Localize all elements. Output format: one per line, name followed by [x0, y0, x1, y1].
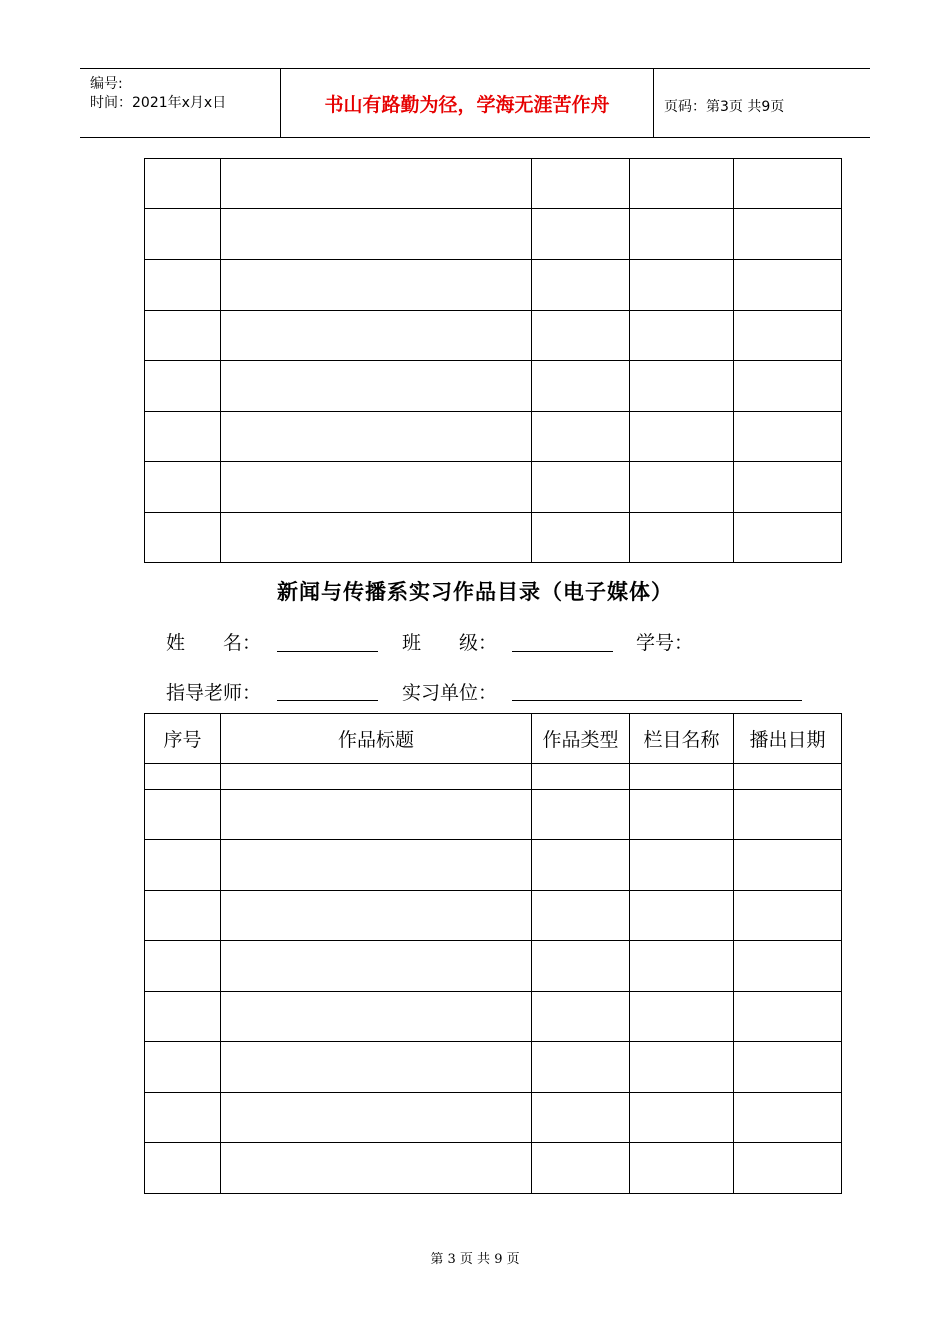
header-motto: 书山有路勤为径，学海无涯苦作舟	[281, 69, 654, 137]
table-cell[interactable]	[145, 1143, 221, 1194]
table-cell[interactable]	[221, 462, 532, 513]
table-cell[interactable]	[630, 260, 734, 311]
table-cell[interactable]	[221, 260, 532, 311]
table-cell[interactable]	[630, 790, 734, 840]
table-cell[interactable]	[734, 790, 842, 840]
header-meta	[80, 69, 281, 137]
table-cell[interactable]	[145, 361, 221, 412]
table-row	[145, 1042, 842, 1093]
table-cell[interactable]	[630, 159, 734, 209]
table-cell[interactable]	[630, 412, 734, 462]
table-cell[interactable]	[221, 209, 532, 260]
table-cell[interactable]	[532, 992, 630, 1042]
table-cell[interactable]	[145, 311, 221, 361]
table-row	[145, 311, 842, 361]
table-cell[interactable]	[734, 361, 842, 412]
table-row	[145, 764, 842, 790]
unit-label: 实习单位：	[402, 682, 498, 704]
table-cell[interactable]	[221, 159, 532, 209]
table-row	[145, 361, 842, 412]
table-cell[interactable]	[532, 1093, 630, 1143]
table-cell[interactable]	[532, 412, 630, 462]
table-cell[interactable]	[630, 361, 734, 412]
table-cell[interactable]	[532, 462, 630, 513]
table-row	[145, 462, 842, 513]
header-page-code: 页码：第3页 共9页	[664, 99, 785, 115]
table-row	[145, 159, 842, 209]
table-cell[interactable]	[630, 311, 734, 361]
table-row	[145, 941, 842, 992]
table-cell[interactable]	[145, 941, 221, 992]
table-cell[interactable]	[734, 992, 842, 1042]
table-cell[interactable]	[630, 462, 734, 513]
table-cell[interactable]	[532, 159, 630, 209]
table-cell[interactable]	[532, 1042, 630, 1093]
table-row	[145, 891, 842, 941]
table-row	[145, 1143, 842, 1194]
table-cell[interactable]	[532, 790, 630, 840]
table-cell[interactable]	[532, 891, 630, 941]
table-cell[interactable]	[221, 412, 532, 462]
table-cell[interactable]	[630, 764, 734, 790]
table-cell[interactable]	[221, 1143, 532, 1194]
table-cell[interactable]	[734, 462, 842, 513]
header-cell-column: 栏目名称	[630, 714, 734, 764]
table-cell[interactable]	[145, 1042, 221, 1093]
table-cell[interactable]	[221, 311, 532, 361]
table-top	[144, 158, 842, 563]
table-cell[interactable]	[532, 513, 630, 563]
table-cell[interactable]	[221, 790, 532, 840]
table-cell[interactable]	[630, 1093, 734, 1143]
table-cell[interactable]	[630, 1143, 734, 1194]
page-footer: 第 3 页 共 9 页	[430, 1252, 520, 1267]
table-cell[interactable]	[221, 992, 532, 1042]
table-cell[interactable]	[145, 1093, 221, 1143]
header-cell-date: 播出日期	[734, 714, 842, 764]
table-cell[interactable]	[630, 992, 734, 1042]
table-cell[interactable]	[734, 311, 842, 361]
name-label: 姓 名：	[166, 632, 262, 654]
table-cell[interactable]	[734, 159, 842, 209]
name-field[interactable]	[277, 651, 378, 652]
table-cell[interactable]	[630, 941, 734, 992]
table-cell[interactable]	[221, 840, 532, 891]
time-label: 时间：2021年x月x日	[90, 95, 227, 111]
number-label: 编号:	[90, 76, 123, 92]
table-cell[interactable]	[734, 1042, 842, 1093]
table-cell[interactable]	[630, 891, 734, 941]
table-row	[145, 790, 842, 840]
table-cell[interactable]	[532, 840, 630, 891]
table-cell[interactable]	[145, 260, 221, 311]
table-cell[interactable]	[734, 891, 842, 941]
table-cell[interactable]	[145, 159, 221, 209]
table-cell[interactable]	[734, 840, 842, 891]
table-row	[145, 209, 842, 260]
page-title: 新闻与传播系实习作品目录（电子媒体）	[277, 579, 673, 604]
table-cell[interactable]	[734, 209, 842, 260]
table-cell[interactable]	[145, 840, 221, 891]
table-bottom	[144, 713, 842, 1194]
table-cell[interactable]	[221, 891, 532, 941]
table-cell[interactable]	[532, 260, 630, 311]
table-cell[interactable]	[532, 311, 630, 361]
table-header-row	[145, 714, 842, 764]
table-cell[interactable]	[734, 513, 842, 563]
table-cell[interactable]	[734, 412, 842, 462]
table-row	[145, 260, 842, 311]
header-cell-title: 作品标题	[221, 714, 532, 764]
table-cell[interactable]	[734, 260, 842, 311]
table-cell[interactable]	[145, 891, 221, 941]
table-cell[interactable]	[630, 840, 734, 891]
table-cell[interactable]	[221, 361, 532, 412]
header-cell-type: 作品类型	[532, 714, 630, 764]
unit-field[interactable]	[512, 700, 802, 701]
class-label: 班 级：	[402, 632, 498, 654]
table-cell[interactable]	[734, 764, 842, 790]
table-cell[interactable]	[145, 992, 221, 1042]
table-cell[interactable]	[145, 764, 221, 790]
table-cell[interactable]	[630, 209, 734, 260]
table-cell[interactable]	[145, 209, 221, 260]
table-cell[interactable]	[734, 1093, 842, 1143]
table-cell[interactable]	[630, 1042, 734, 1093]
table-row	[145, 412, 842, 462]
table-cell[interactable]	[532, 941, 630, 992]
table-cell[interactable]	[221, 764, 532, 790]
table-cell[interactable]	[532, 764, 630, 790]
table-cell[interactable]	[532, 209, 630, 260]
table-cell[interactable]	[221, 1093, 532, 1143]
table-cell[interactable]	[145, 462, 221, 513]
table-row	[145, 992, 842, 1042]
class-field[interactable]	[512, 651, 613, 652]
table-row	[145, 840, 842, 891]
table-cell[interactable]	[145, 513, 221, 563]
table-cell[interactable]	[630, 513, 734, 563]
table-cell[interactable]	[221, 941, 532, 992]
table-cell[interactable]	[532, 1143, 630, 1194]
advisor-label: 指导老师：	[166, 682, 262, 704]
table-cell[interactable]	[145, 790, 221, 840]
table-cell[interactable]	[532, 361, 630, 412]
table-cell[interactable]	[734, 941, 842, 992]
student-id-label: 学号：	[636, 632, 694, 654]
table-cell[interactable]	[145, 412, 221, 462]
table-cell[interactable]	[221, 513, 532, 563]
table-cell[interactable]	[221, 1042, 532, 1093]
advisor-field[interactable]	[277, 700, 378, 701]
page-header	[80, 68, 870, 138]
table-row	[145, 1093, 842, 1143]
table-row	[145, 513, 842, 563]
header-cell-index: 序号	[145, 714, 221, 764]
table-cell[interactable]	[734, 1143, 842, 1194]
